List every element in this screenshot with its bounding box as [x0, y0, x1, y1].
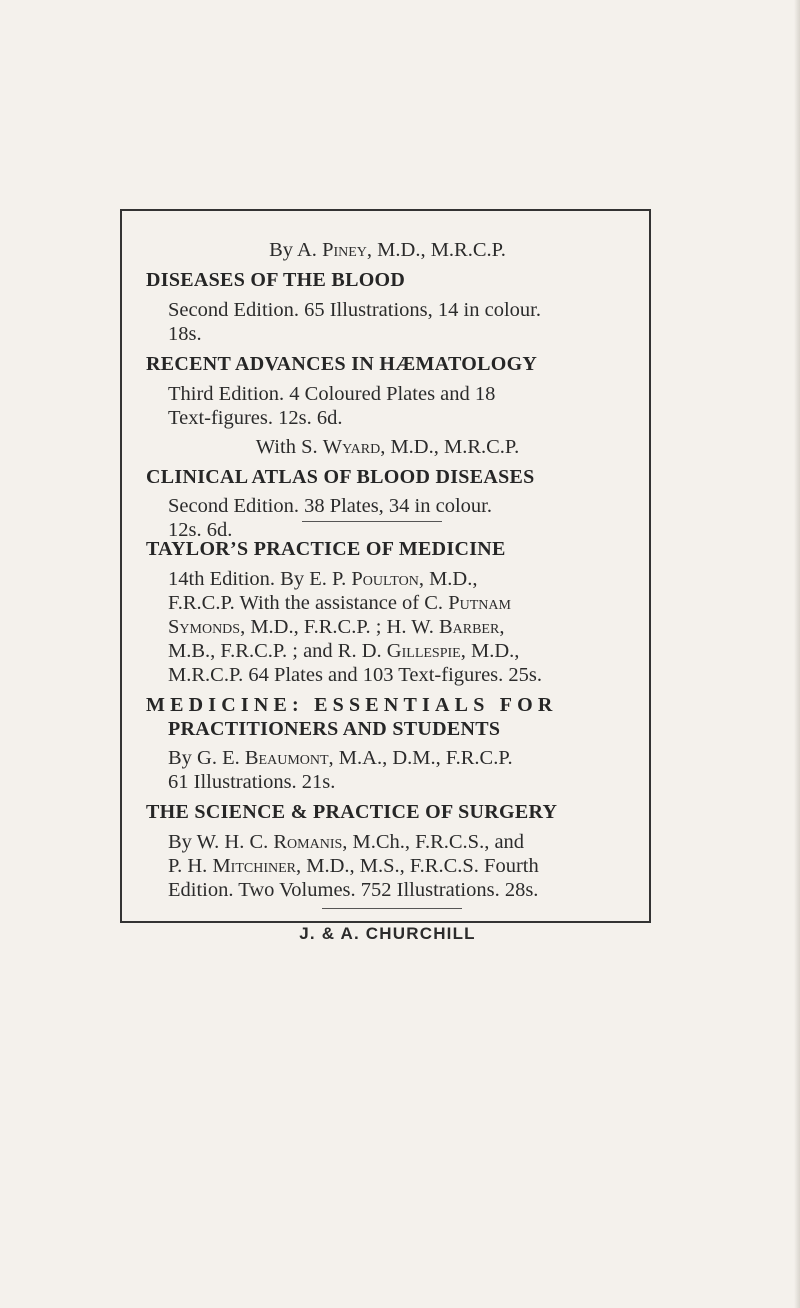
book-detail-line — [168, 639, 519, 663]
book-title-medicine-essentials-line-2: PRACTITIONERS AND STUDENTS — [168, 718, 501, 740]
section-divider — [322, 908, 462, 909]
text-run: , M.Ch., F.R.C.S., and — [342, 831, 525, 853]
byline-suffix: , M.D., M.R.C.P. — [380, 436, 520, 458]
book-detail-line: 12s. 6d. — [168, 519, 233, 541]
text-run: P. H. — [168, 855, 213, 877]
text-run: 14th Edition. By E. P. — [168, 568, 352, 590]
author-name: Gillespie — [386, 640, 461, 662]
author-name: Putnam — [448, 592, 511, 614]
byline-suffix: , M.D., M.R.C.P. — [366, 239, 506, 261]
text-run: , M.D., — [460, 640, 520, 662]
book-detail-line — [168, 567, 477, 591]
book-detail-line: Text-figures. 12s. 6d. — [168, 407, 343, 429]
author-name: Mitchiner — [212, 855, 296, 877]
author-name: Romanis — [273, 831, 343, 853]
text-run: , M.A., D.M., F.R.C.P. — [328, 747, 513, 769]
book-title-diseases-of-the-blood: DISEASES OF THE BLOOD — [146, 269, 406, 291]
book-detail-line: 61 Illustrations. 21s. — [168, 771, 336, 793]
author-name: Beaumont — [244, 747, 329, 769]
author-byline-wyard — [122, 435, 653, 459]
text-run: F.R.C.P. With the assistance of C. — [168, 592, 449, 614]
text-run: By G. E. — [168, 747, 245, 769]
book-detail-line: Second Edition. 65 Illustrations, 14 in colour. — [168, 299, 541, 321]
byline-name: Wyard — [322, 436, 381, 458]
author-name: Symonds — [168, 616, 241, 638]
text-run: , M.D., — [418, 568, 478, 590]
page-edge — [794, 0, 800, 1308]
book-title-recent-advances: RECENT ADVANCES IN HÆMATOLOGY — [146, 353, 538, 375]
book-detail-line — [168, 591, 511, 615]
section-divider — [302, 521, 442, 522]
text-run: , — [499, 616, 505, 638]
book-detail-line: Edition. Two Volumes. 752 Illustrations. 28s. — [168, 879, 539, 901]
byline-name: Piney — [322, 239, 367, 261]
text-run: By W. H. C. — [168, 831, 274, 853]
book-detail-line — [168, 830, 524, 854]
book-detail-line — [168, 615, 504, 639]
book-detail-line: Third Edition. 4 Coloured Plates and 18 — [168, 383, 496, 405]
book-detail-line: 18s. — [168, 323, 202, 345]
text-run: M.B., F.R.C.P. ; and R. D. — [168, 640, 387, 662]
author-byline-piney — [122, 238, 653, 262]
publisher-name: J. & A. CHURCHILL — [299, 924, 476, 943]
book-detail-line: M.R.C.P. 64 Plates and 103 Text-figures. 25s. — [168, 664, 543, 686]
book-title-medicine-essentials: MEDICINE: ESSENTIALS FOR — [146, 694, 558, 716]
book-detail-line — [168, 746, 513, 770]
author-name: Poulton — [351, 568, 419, 590]
book-title-science-practice-surgery: THE SCIENCE & PRACTICE OF SURGERY — [146, 801, 558, 823]
book-detail-line — [168, 854, 539, 878]
byline-prefix: With S. — [255, 436, 323, 458]
book-detail-line: Second Edition. 38 Plates, 34 in colour. — [168, 495, 492, 517]
text-run: , M.D., F.R.C.P. ; H. W. — [240, 616, 439, 638]
author-name: Barber — [438, 616, 500, 638]
text-run: , M.D., M.S., F.R.C.S. Fourth — [296, 855, 539, 877]
advertisement-box — [120, 209, 651, 943]
byline-prefix: By A. — [269, 239, 323, 261]
book-title-taylors-practice: TAYLOR’S PRACTICE OF MEDICINE — [146, 538, 506, 560]
book-title-clinical-atlas: CLINICAL ATLAS OF BLOOD DISEASES — [146, 466, 535, 488]
